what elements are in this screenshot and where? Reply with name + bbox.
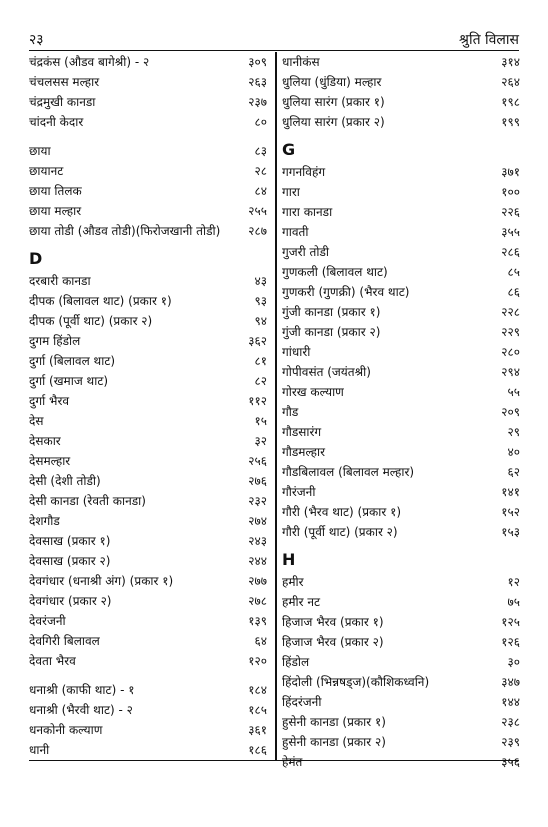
- page-ref: २६३: [248, 75, 267, 89]
- raga-name: गोपीवसंत (जयंतश्री): [282, 365, 371, 379]
- index-entry: [29, 451, 267, 471]
- index-entry: [282, 92, 520, 112]
- section-d-entries: [29, 271, 267, 671]
- page-ref: ३५६: [501, 755, 520, 769]
- raga-name: गावती: [282, 225, 309, 239]
- index-entry: [282, 672, 520, 692]
- raga-name: गारा कानडा: [282, 205, 333, 219]
- page-ref: २३२: [248, 494, 267, 508]
- index-entry: [29, 311, 267, 331]
- page-ref: ३७१: [501, 165, 520, 179]
- page-ref: ५५: [507, 385, 520, 399]
- page-ref: २७६: [248, 474, 267, 488]
- page-ref: २२९: [501, 325, 520, 339]
- page-ref: ३४७: [501, 675, 520, 689]
- index-entry: [29, 72, 267, 92]
- page-ref: ६२: [507, 465, 520, 479]
- page-ref: २८: [254, 164, 267, 178]
- index-entry: [282, 52, 520, 72]
- page-ref: २३८: [501, 715, 520, 729]
- index-columns: [29, 52, 520, 769]
- index-entry: [282, 522, 520, 542]
- page-ref: १५: [254, 414, 267, 428]
- index-entry: [29, 631, 267, 651]
- raga-name: छाया मल्हार: [29, 204, 82, 218]
- index-entry: [29, 511, 267, 531]
- page-ref: ९३: [254, 294, 267, 308]
- raga-name: धनाश्री (काफी थाट) - १: [29, 683, 135, 697]
- page-ref: १००: [501, 185, 520, 199]
- raga-name: दुर्गा भैरव: [29, 394, 70, 408]
- raga-name: हमीर: [282, 575, 304, 589]
- left-group-1: [29, 52, 267, 132]
- index-entry: [29, 331, 267, 351]
- page-ref: ११२: [248, 394, 267, 408]
- page-ref: १५२: [501, 505, 520, 519]
- page-ref: २४३: [248, 534, 267, 548]
- page-ref: २०९: [501, 405, 520, 419]
- index-entry: [282, 282, 520, 302]
- page-ref: ३२: [254, 434, 267, 448]
- index-entry: [282, 362, 520, 382]
- index-entry: [282, 712, 520, 732]
- raga-name: दीपक (बिलावल थाट) (प्रकार १): [29, 294, 172, 308]
- page-ref: १२६: [501, 635, 520, 649]
- section-letter-d: D: [29, 249, 43, 268]
- index-entry: [282, 592, 520, 612]
- raga-name: देसमल्हार: [29, 454, 71, 468]
- index-entry: [282, 692, 520, 712]
- page-ref: १८५: [248, 703, 267, 717]
- raga-name: देसकार: [29, 434, 61, 448]
- page-ref: ८५: [507, 265, 520, 279]
- page-ref: २५६: [248, 454, 267, 468]
- page-ref: १८४: [248, 683, 267, 697]
- index-entry: [29, 651, 267, 671]
- raga-name: धुलिया (धुंडिया) मल्हार: [282, 75, 382, 89]
- page-ref: ४०: [507, 445, 520, 459]
- raga-name: दुर्गा (खमाज थाट): [29, 374, 109, 388]
- raga-name: गोरख कल्याण: [282, 385, 344, 399]
- raga-name: देशगौड: [29, 514, 60, 528]
- raga-name: गुंजी कानडा (प्रकार १): [282, 305, 381, 319]
- raga-name: चंचलसस मल्हार: [29, 75, 100, 89]
- page-ref: २५५: [248, 204, 267, 218]
- page-ref: १५३: [501, 525, 520, 539]
- index-entry: [29, 531, 267, 551]
- page-ref: ७५: [507, 595, 520, 609]
- raga-name: धानी: [29, 743, 50, 757]
- index-entry: [282, 162, 520, 182]
- raga-name: हुसेनी कानडा (प्रकार २): [282, 735, 386, 749]
- raga-name: देवसाख (प्रकार २): [29, 554, 111, 568]
- page-ref: ८३: [254, 144, 267, 158]
- raga-name: धनाश्री (भैरवी थाट) - २: [29, 703, 133, 717]
- index-entry: [29, 92, 267, 112]
- index-entry: [29, 720, 267, 740]
- raga-name: दरबारी कानडा: [29, 274, 91, 288]
- page-ref: २७८: [248, 594, 267, 608]
- index-entry: [29, 571, 267, 591]
- index-entry: [282, 422, 520, 442]
- index-entry: [282, 112, 520, 132]
- index-entry: [282, 502, 520, 522]
- page-ref: २४४: [248, 554, 267, 568]
- raga-name: देवगंधार (धनाश्री अंग) (प्रकार १): [29, 574, 174, 588]
- raga-name: गुजरी तोडी: [282, 245, 329, 259]
- index-entry: [29, 141, 267, 161]
- raga-name: गौड: [282, 405, 299, 419]
- page-ref: २६४: [501, 75, 520, 89]
- page-ref: ६४: [254, 634, 267, 648]
- page-ref: ३६१: [248, 723, 267, 737]
- index-entry: [29, 371, 267, 391]
- raga-name: देस: [29, 414, 44, 428]
- page-ref: ९४: [254, 314, 267, 328]
- index-entry: [282, 222, 520, 242]
- page-ref: १९८: [501, 95, 520, 109]
- raga-name: धुलिया सारंग (प्रकार २): [282, 115, 385, 129]
- page-ref: १३९: [248, 614, 267, 628]
- index-entry: [282, 262, 520, 282]
- page-ref: ८४: [254, 184, 267, 198]
- index-entry: [282, 182, 520, 202]
- section-h-entries: [282, 572, 520, 772]
- raga-name: दीपक (पूर्वी थाट) (प्रकार २): [29, 314, 153, 328]
- index-entry: [282, 402, 520, 422]
- right-group-1: [282, 52, 520, 132]
- page-ref: २७४: [248, 514, 267, 528]
- raga-name: गुणकरी (गुणक्री) (भैरव थाट): [282, 285, 410, 299]
- raga-name: देसी (देशी तोडी): [29, 474, 101, 488]
- index-entry: [282, 342, 520, 362]
- index-entry: [29, 181, 267, 201]
- raga-name: गौरी (भैरव थाट) (प्रकार १): [282, 505, 402, 519]
- index-entry: [29, 591, 267, 611]
- section-letter-g: G: [282, 140, 296, 159]
- index-entry: [282, 632, 520, 652]
- raga-name: दुर्गा (बिलावल थाट): [29, 354, 116, 368]
- raga-name: चांदनी केदार: [29, 115, 84, 129]
- index-entry: [282, 652, 520, 672]
- index-entry: [29, 740, 267, 760]
- raga-name: हेमंत: [282, 755, 303, 769]
- raga-name: गुणकली (बिलावल थाट): [282, 265, 388, 279]
- page-ref: ८२: [254, 374, 267, 388]
- raga-name: गगनविहंग: [282, 165, 326, 179]
- index-entry: [282, 382, 520, 402]
- index-entry: [282, 202, 520, 222]
- raga-name: छाया: [29, 144, 51, 158]
- raga-name: गौरंजनी: [282, 485, 316, 499]
- page-ref: ८६: [507, 285, 520, 299]
- page-ref: १४१: [501, 485, 520, 499]
- section-letter-h: H: [282, 550, 296, 569]
- section-g-entries: [282, 162, 520, 542]
- index-entry: [282, 482, 520, 502]
- raga-name: देवगिरी बिलावल: [29, 634, 100, 648]
- raga-name: हुसेनी कानडा (प्रकार १): [282, 715, 386, 729]
- raga-name: देवगंधार (प्रकार २): [29, 594, 112, 608]
- raga-name: गौडमल्हार: [282, 445, 326, 459]
- left-group-2: [29, 141, 267, 241]
- index-entry: [29, 391, 267, 411]
- raga-name: गौडबिलावल (बिलावल मल्हार): [282, 465, 415, 479]
- page-ref: ३६२: [248, 334, 267, 348]
- raga-name: चंद्रकंस (औडव बागेश्री) - २: [29, 55, 150, 69]
- index-entry: [29, 411, 267, 431]
- page-ref: २२६: [501, 205, 520, 219]
- raga-name: गांधारी: [282, 345, 311, 359]
- raga-name: चंद्रमुखी कानडा: [29, 95, 96, 109]
- page-ref: २८०: [501, 345, 520, 359]
- index-entry: [282, 242, 520, 262]
- index-entry: [29, 471, 267, 491]
- raga-name: छायानट: [29, 164, 64, 178]
- index-entry: [282, 462, 520, 482]
- index-entry: [29, 351, 267, 371]
- page-ref: २२८: [501, 305, 520, 319]
- raga-name: गारा: [282, 185, 300, 199]
- page-ref: १९९: [501, 115, 520, 129]
- page-ref: ३०९: [248, 55, 267, 69]
- raga-name: गुंजी कानडा (प्रकार २): [282, 325, 381, 339]
- page-ref: १२: [507, 575, 520, 589]
- page-ref: २९४: [501, 365, 520, 379]
- raga-name: देवता भैरव: [29, 654, 76, 668]
- raga-name: हिजाज भैरव (प्रकार १): [282, 615, 384, 629]
- raga-name: दुगम हिंडोल: [29, 334, 81, 348]
- index-entry: [29, 491, 267, 511]
- index-entry: [29, 112, 267, 132]
- page-ref: ४३: [254, 274, 267, 288]
- raga-name: हिंदरंजनी: [282, 695, 322, 709]
- page-ref: ८१: [254, 354, 267, 368]
- index-entry: [29, 431, 267, 451]
- page-ref: २८७: [248, 224, 267, 238]
- raga-name: गौरी (पूर्वी थाट) (प्रकार २): [282, 525, 398, 539]
- left-column: [29, 52, 267, 760]
- index-entry: [29, 611, 267, 631]
- index-entry: [29, 221, 267, 241]
- raga-name: हमीर नट: [282, 595, 321, 609]
- raga-name: छाया तिलक: [29, 184, 82, 198]
- raga-name: देवसाख (प्रकार १): [29, 534, 111, 548]
- page-ref: १२०: [248, 654, 267, 668]
- book-title: श्रुति विलास: [459, 32, 519, 48]
- raga-name: देवरंजनी: [29, 614, 66, 628]
- page-ref: २८६: [501, 245, 520, 259]
- raga-name: धनकोनी कल्याण: [29, 723, 103, 737]
- index-entry: [282, 612, 520, 632]
- raga-name: हिंदोली (भिन्नषड्ज)(कौशिकध्वनि): [282, 675, 430, 689]
- index-entry: [29, 161, 267, 181]
- index-entry: [29, 271, 267, 291]
- index-entry: [282, 72, 520, 92]
- raga-name: छाया तोडी (औडव तोडी)(फिरोजखानी तोडी): [29, 224, 221, 238]
- index-entry: [29, 700, 267, 720]
- page-ref: २७७: [248, 574, 267, 588]
- index-entry: [29, 551, 267, 571]
- page-header: [29, 28, 519, 51]
- left-group-4: [29, 680, 267, 760]
- index-entry: [282, 752, 520, 772]
- raga-name: धानीकंस: [282, 55, 320, 69]
- page-ref: १२५: [501, 615, 520, 629]
- raga-name: हिंडोल: [282, 655, 310, 669]
- index-entry: [282, 732, 520, 752]
- index-entry: [29, 52, 267, 72]
- page-ref: २३७: [248, 95, 267, 109]
- page-ref: ८०: [254, 115, 267, 129]
- page-ref: ३५५: [501, 225, 520, 239]
- index-entry: [29, 291, 267, 311]
- page-ref: ३०: [507, 655, 520, 669]
- index-entry: [282, 572, 520, 592]
- raga-name: देसी कानडा (रेवती कानडा): [29, 494, 146, 508]
- page-number: २३: [29, 32, 44, 48]
- index-entry: [29, 680, 267, 700]
- column-divider: [275, 52, 277, 760]
- right-column: [282, 52, 520, 772]
- page-ref: ३१४: [501, 55, 520, 69]
- index-entry: [282, 302, 520, 322]
- raga-name: हिजाज भैरव (प्रकार २): [282, 635, 384, 649]
- index-entry: [282, 322, 520, 342]
- page-ref: १४४: [501, 695, 520, 709]
- raga-name: गौडसारंग: [282, 425, 322, 439]
- index-entry: [29, 201, 267, 221]
- page-ref: २९: [507, 425, 520, 439]
- page-ref: १८६: [248, 743, 267, 757]
- page-ref: २३९: [501, 735, 520, 749]
- raga-name: धुलिया सारंग (प्रकार १): [282, 95, 385, 109]
- index-entry: [282, 442, 520, 462]
